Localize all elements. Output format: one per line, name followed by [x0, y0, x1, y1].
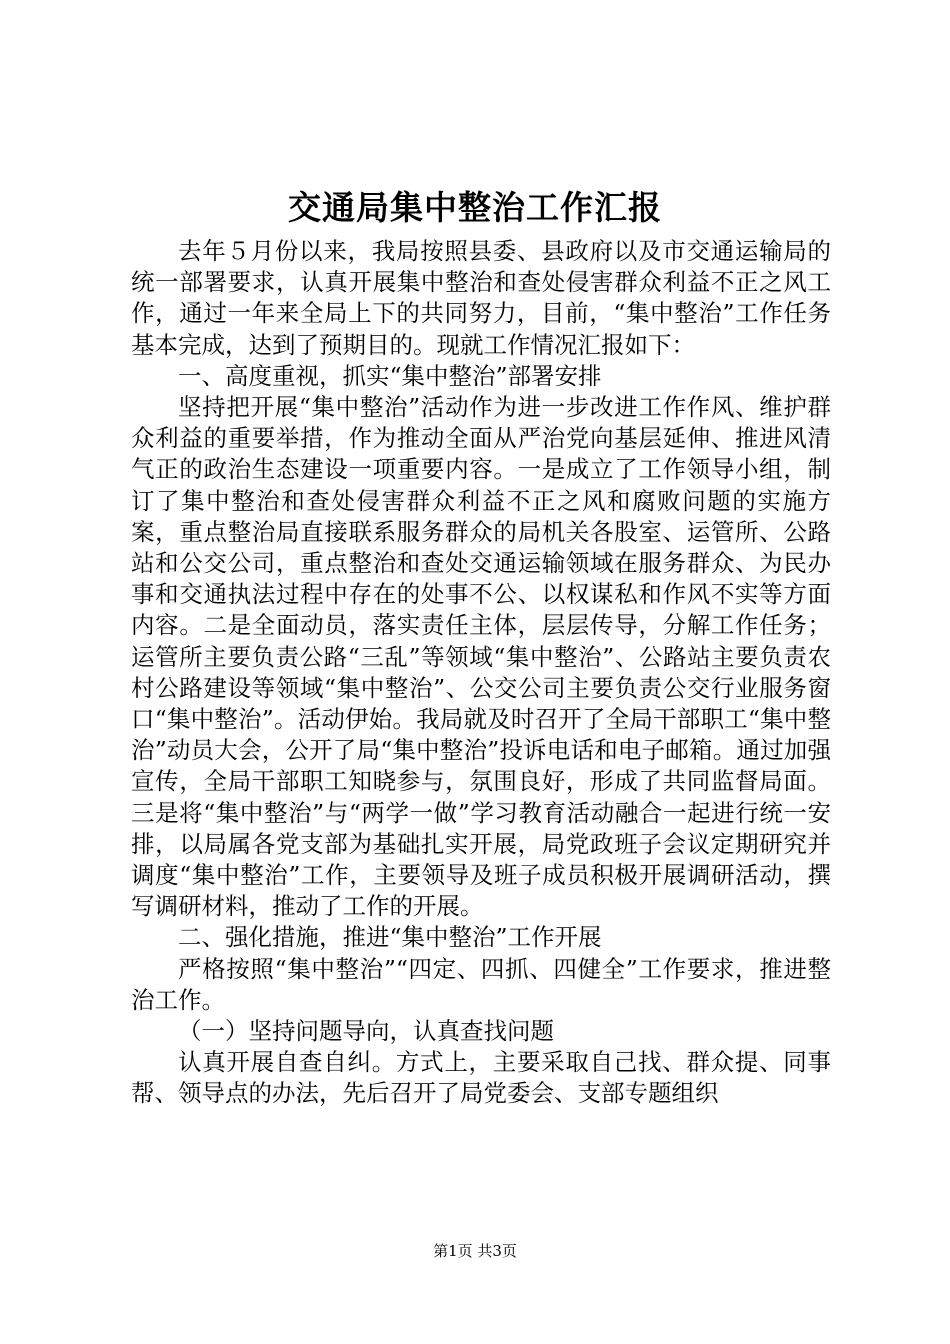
document-title: 交通局集中整治工作汇报: [288, 188, 662, 227]
paragraph: 认真开展自查自纠。方式上，主要采取自己找、群众提、同事帮、领导点的办法，先后召开了局党委会、支部专题组织: [131, 1048, 831, 1108]
paragraph: 严格按照“集中整治”“四定、四抓、四健全”工作要求，推进整治工作。: [131, 954, 831, 1014]
section-heading: 二、强化措施，推进“集中整治”工作开展: [178, 923, 602, 952]
page-footer: 第1页 共3页: [433, 1242, 517, 1260]
section-heading: 一、高度重视，抓实“集中整治”部署安排: [178, 361, 602, 390]
paragraph: 坚持把开展“集中整治”活动作为进一步改进工作作风、维护群众利益的重要举措，作为推动全面从严治党向基层延伸、推进风清气正的政治生态建设一项重要内容。一是成立了工作领导小组，制订了集中整治和查处侵害群众利益不正之风和腐败问题的实施方案，重点整治局直接联系服务群众的局机关各股室、运管所、公路站和公交公司，重点整治和查处交通运输领域在服务群众、为民办事和交通执法过程中存在的处事不公、以权谋私和作风不实等方面内容。二是全面动员，落实责任主体，层层传导，分解工作任务；运管所主要负责公路“三乱”等领域“集中整治”、公路站主要负责农村公路建设等领域“集中整治”、公交公司主要负责公交行业服务窗口“集中整治”。活动伊始。我局就及时召开了全局干部职工“集中整治”动员大会，公开了局“集中整治”投诉电话和电子邮箱。通过加强宣传，全局干部职工知晓参与，氛围良好，形成了共同监督局面。三是将“集中整治”与“两学一做”学习教育活动融合一起进行统一安排，以局属各党支部为基础扎实开展，局党政班子会议定期研究并调度“集中整治”工作，主要领导及班子成员积极开展调研活动，撰写调研材料，推动了工作的开展。: [131, 393, 831, 921]
paragraph: 去年５月份以来，我局按照县委、县政府以及市交通运输局的统一部署要求，认真开展集中整治和查处侵害群众利益不正之风工作，通过一年来全局上下的共同努力，目前，“集中整治”工作任务基本完成，达到了预期目的。现就工作情况汇报如下：: [131, 237, 831, 359]
subsection-heading: （一）坚持问题导向，认真查找问题: [178, 1017, 554, 1046]
document-body: [131, 236, 831, 1110]
